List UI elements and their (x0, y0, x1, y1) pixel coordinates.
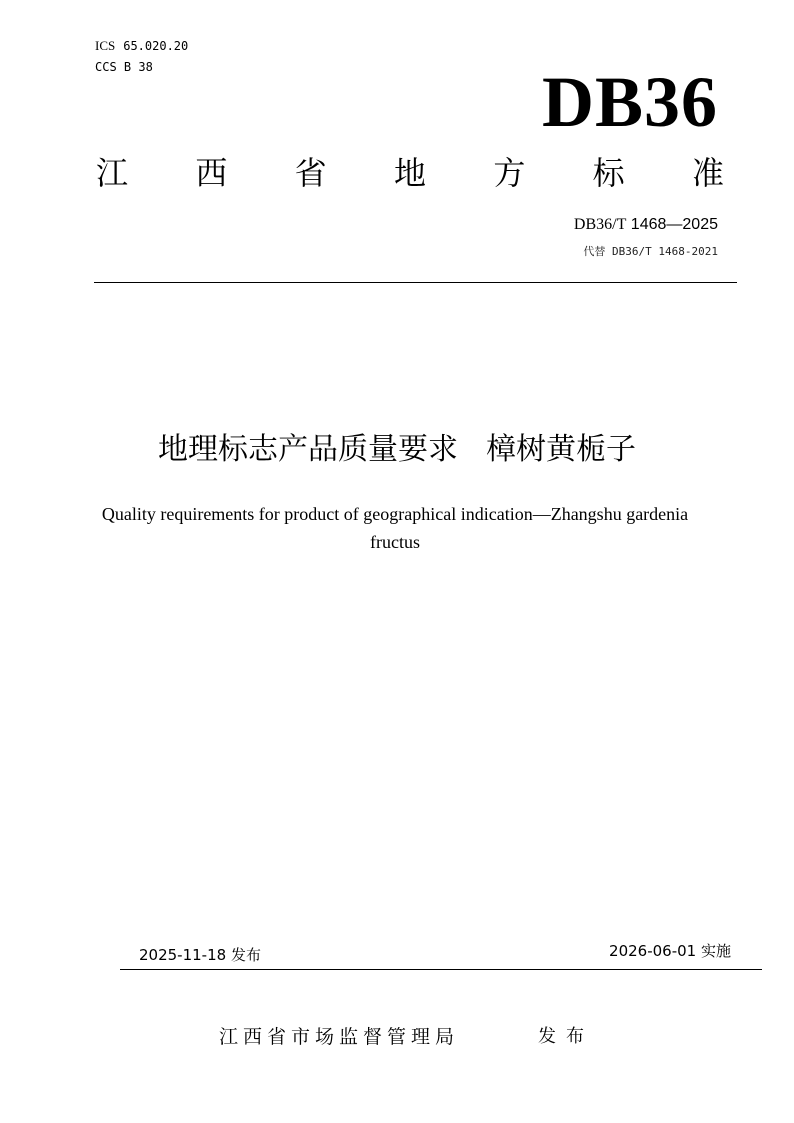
bottom-divider (120, 969, 762, 970)
standard-number (574, 216, 718, 234)
implementation-date: 2026-06-01 实施 (609, 942, 731, 960)
standard-type-heading (96, 155, 724, 191)
issuing-authority: 江西省市场监督管理局 (219, 1026, 460, 1048)
ics-label: ICS (95, 38, 116, 53)
standard-type-char: 准 (691, 154, 724, 192)
ics-code (95, 38, 188, 54)
standard-type-char: 地 (393, 154, 426, 192)
title-chinese-sub: 樟树黄栀子 (486, 432, 636, 467)
ics-value: 65.020.20 (123, 39, 189, 53)
title-chinese (0, 430, 794, 470)
title-english: Quality requirements for product of geographical indication—Zhangshu gardenia fructus (101, 504, 689, 552)
standard-type-char: 方 (493, 154, 526, 192)
top-divider (94, 282, 737, 283)
standard-type-char: 江 (96, 154, 129, 192)
standard-type-char: 西 (195, 154, 228, 192)
standard-logo: DB36 (541, 62, 718, 142)
title-chinese-main: 地理标志产品质量要求 (158, 432, 458, 467)
issue-date: 2025-11-18 发布 (139, 946, 261, 964)
ccs-code: CCS B 38 (95, 60, 153, 74)
standard-number-value: 1468—2025 (626, 216, 718, 233)
issue-label: 发布 (538, 1026, 594, 1047)
standard-type-char: 省 (294, 154, 327, 192)
standard-type-char: 标 (592, 154, 625, 192)
replaces-standard: 代替 DB36/T 1468-2021 (583, 245, 718, 258)
standard-number-prefix: DB36/T (573, 216, 627, 233)
